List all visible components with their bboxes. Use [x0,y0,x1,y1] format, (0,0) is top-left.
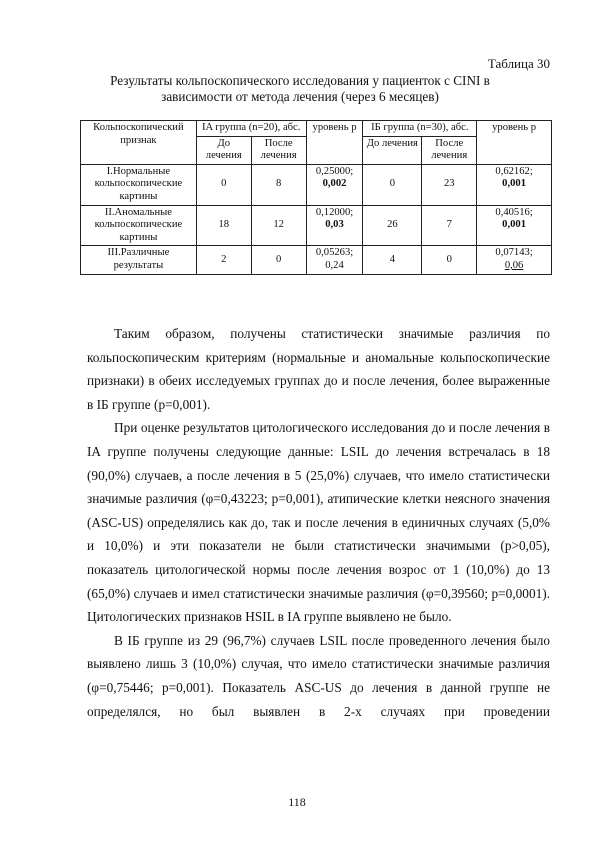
paragraph: При оценке результатов цитологического исследования до и после лечения в IA группе получены следующие данные: LSIL до лечения встречалась в 18 (90,0%) случаев, а после лечения в 5 (25,0%) случаев, что имело статистически значимые различия (φ=0,43223; р=0,001), атипические клетки неясного значения (ASC-US) определялись как до, так и после лечения в единичных случаях (5,0% и 10,0%) и эти показатели не были статистически значимыми (р>0,05), показатель цитологической нормы после лечения возрос от 1 (10,0%) до 13 (65,0%) случаев и имел статистически значимые различия (φ=0,39560; р=0,0001). Цитологических признаков HSIL в IA группе выявлено не было. [87,420,550,625]
p-value-2: 0,06 [504,259,524,271]
header-level-p-a: уровень р [306,121,363,165]
row-a-before: 0 [196,164,251,205]
caption-line-1: Результаты кольпоскопического исследования у пациенток с CINI в [110,73,490,88]
row-a-after: 8 [251,164,306,205]
p-value: 0,05263; [315,247,354,259]
header-level-p-b: уровень р [477,121,552,165]
row-a-after: 0 [251,246,306,274]
table-row [81,164,552,205]
paragraph: В IБ группе из 29 (96,7%) случаев LSIL после проведенного лечения было выявлено лишь 3 (10,0%) случая, что имело статистически значимые различия (φ=0,75446; р=0,001). Показатель ASC-US до лечения в данной группе не определялся, но был выявлен в 2-х случаях при проведении [87,632,550,719]
header-b-before: До лечения [363,136,422,164]
results-table [80,120,552,275]
p-value-2: 0,002 [322,178,347,190]
row-sign: III.Различные результаты [81,246,197,274]
p-value-2: 0,24 [325,259,344,271]
table-row [81,246,552,274]
row-p-a [306,205,363,246]
table-caption [80,73,520,105]
header-sign: Кольпоскопический признак [81,121,197,165]
row-p-a [306,246,363,274]
header-b-after: После лечения [422,136,477,164]
p-value: 0,07143; [495,247,533,259]
row-p-b [477,205,552,246]
row-b-before: 4 [363,246,422,274]
row-sign: II.Аномальные кольпоскопические картины [81,205,197,246]
p-value-2: 0,001 [502,219,526,231]
body-text [87,322,550,723]
row-p-a [306,164,363,205]
p-value-2: 0,03 [325,219,344,231]
page-number: 118 [288,795,306,809]
row-a-before: 18 [196,205,251,246]
row-b-before: 26 [363,205,422,246]
table-label: Таблица 30 [487,56,550,71]
paragraph: Таким образом, получены статистически значимые различия по кольпоскопическим критериям (нормальные и аномальные кольпоскопические признаки) в обеих исследуемых группах до и после лечения, более выраженные в IБ группе (р=0,001). [87,326,550,412]
row-a-before: 2 [196,246,251,274]
row-p-b [477,246,552,274]
header-a-after: После лечения [251,136,306,164]
p-value: 0,40516; [495,206,533,218]
p-value-2: 0,001 [502,178,526,190]
header-group-a: IA группа (n=20), абс. [196,121,306,137]
row-b-before: 0 [363,164,422,205]
header-a-before: До лечения [196,136,251,164]
p-value: 0,62162; [495,165,533,177]
header-group-b: IБ группа (n=30), абс. [363,121,477,137]
row-b-after: 0 [422,246,477,274]
table-header-row-1 [81,121,552,137]
p-value: 0,25000; [315,165,354,177]
row-p-b [477,164,552,205]
caption-line-2: зависимости от метода лечения (через 6 месяцев) [161,89,439,104]
row-a-after: 12 [251,205,306,246]
p-value: 0,12000; [315,206,354,218]
row-b-after: 23 [422,164,477,205]
row-b-after: 7 [422,205,477,246]
row-sign: I.Нормальные кольпоскопические картины [81,164,197,205]
table-row [81,205,552,246]
